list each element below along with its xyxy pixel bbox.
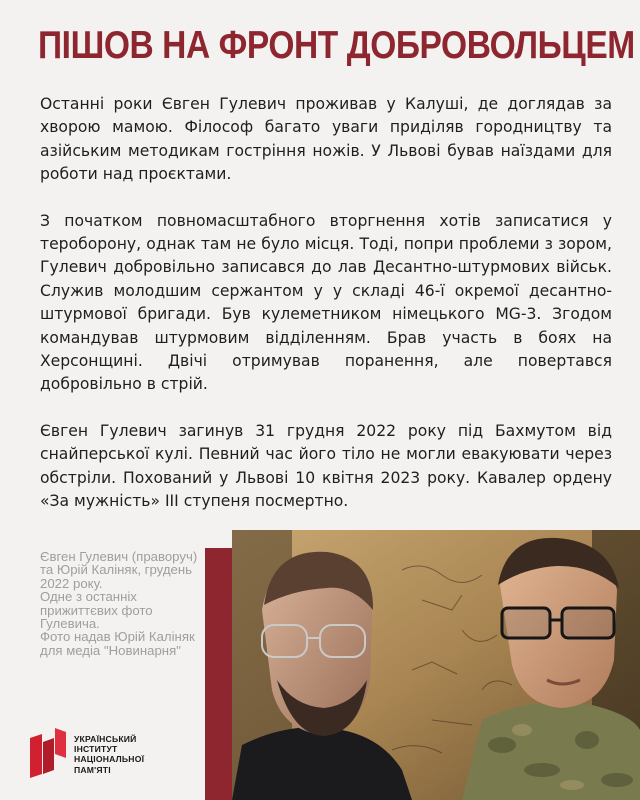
photo-illustration xyxy=(232,530,640,800)
article-paragraph: Євген Гулевич загинув 31 грудня 2022 року під Бахмутом від снайперської кулі. Певний час його тіло не могли евакуювати через обстріли. Похований у Львові 10 квітня 2023 року. Кавалер ордену «За мужність» ІІІ ступеня посмертно. xyxy=(40,421,612,511)
article-paragraph: З початком повномасштабного вторгнення хотів записатися у тероборону, однак там не було місця. Тоді, попри проблеми з зором, Гулевич добровільно записався до лав Десантно-штурмових військ. Служив молодшим сержантом у у складі 46-ї окремої десантно-штурмової бригади. Був кулеметником німецького MG-3. Згодом командував штурмовим відділенням. Брав участь в боях на Херсонщині. Двічі отримував поранення, але повертався добровільно в стрій. xyxy=(40,211,612,394)
caption-line: Одне з останніх прижиттєвих фото Гулевича. xyxy=(40,589,153,632)
institute-name-line: ІНСТИТУТ xyxy=(74,744,118,755)
caption-line: Євген Гулевич (праворуч) та Юрій Каліняк, грудень 2022 року. xyxy=(40,549,198,591)
institute-logo-icon xyxy=(30,728,66,780)
photo-caption xyxy=(40,550,205,657)
institute-name-line: НАЦІОНАЛЬНОЇ xyxy=(74,754,145,765)
institute-name-line: ПАМ'ЯТІ xyxy=(74,764,111,775)
page-title: ПІШОВ НА ФРОНТ ДОБРОВОЛЬЦЕМ xyxy=(38,24,635,67)
article-paragraph: Останні роки Євген Гулевич проживав у Калуші, де доглядав за хворою мамою. Філософ багато уваги приділяв городництву та азійським методикам гостріння ножів. У Львові бував наїздами для роботи над проєктами. xyxy=(40,95,612,184)
institute-name-line: УКРАЇНСЬКИЙ xyxy=(74,734,137,744)
photo xyxy=(232,530,640,800)
caption-line: Фото надав Юрій Каліняк для медіа "Новинарня" xyxy=(40,629,195,658)
institute-name xyxy=(74,734,144,775)
article-body xyxy=(40,93,612,514)
institute-logo xyxy=(30,728,190,780)
